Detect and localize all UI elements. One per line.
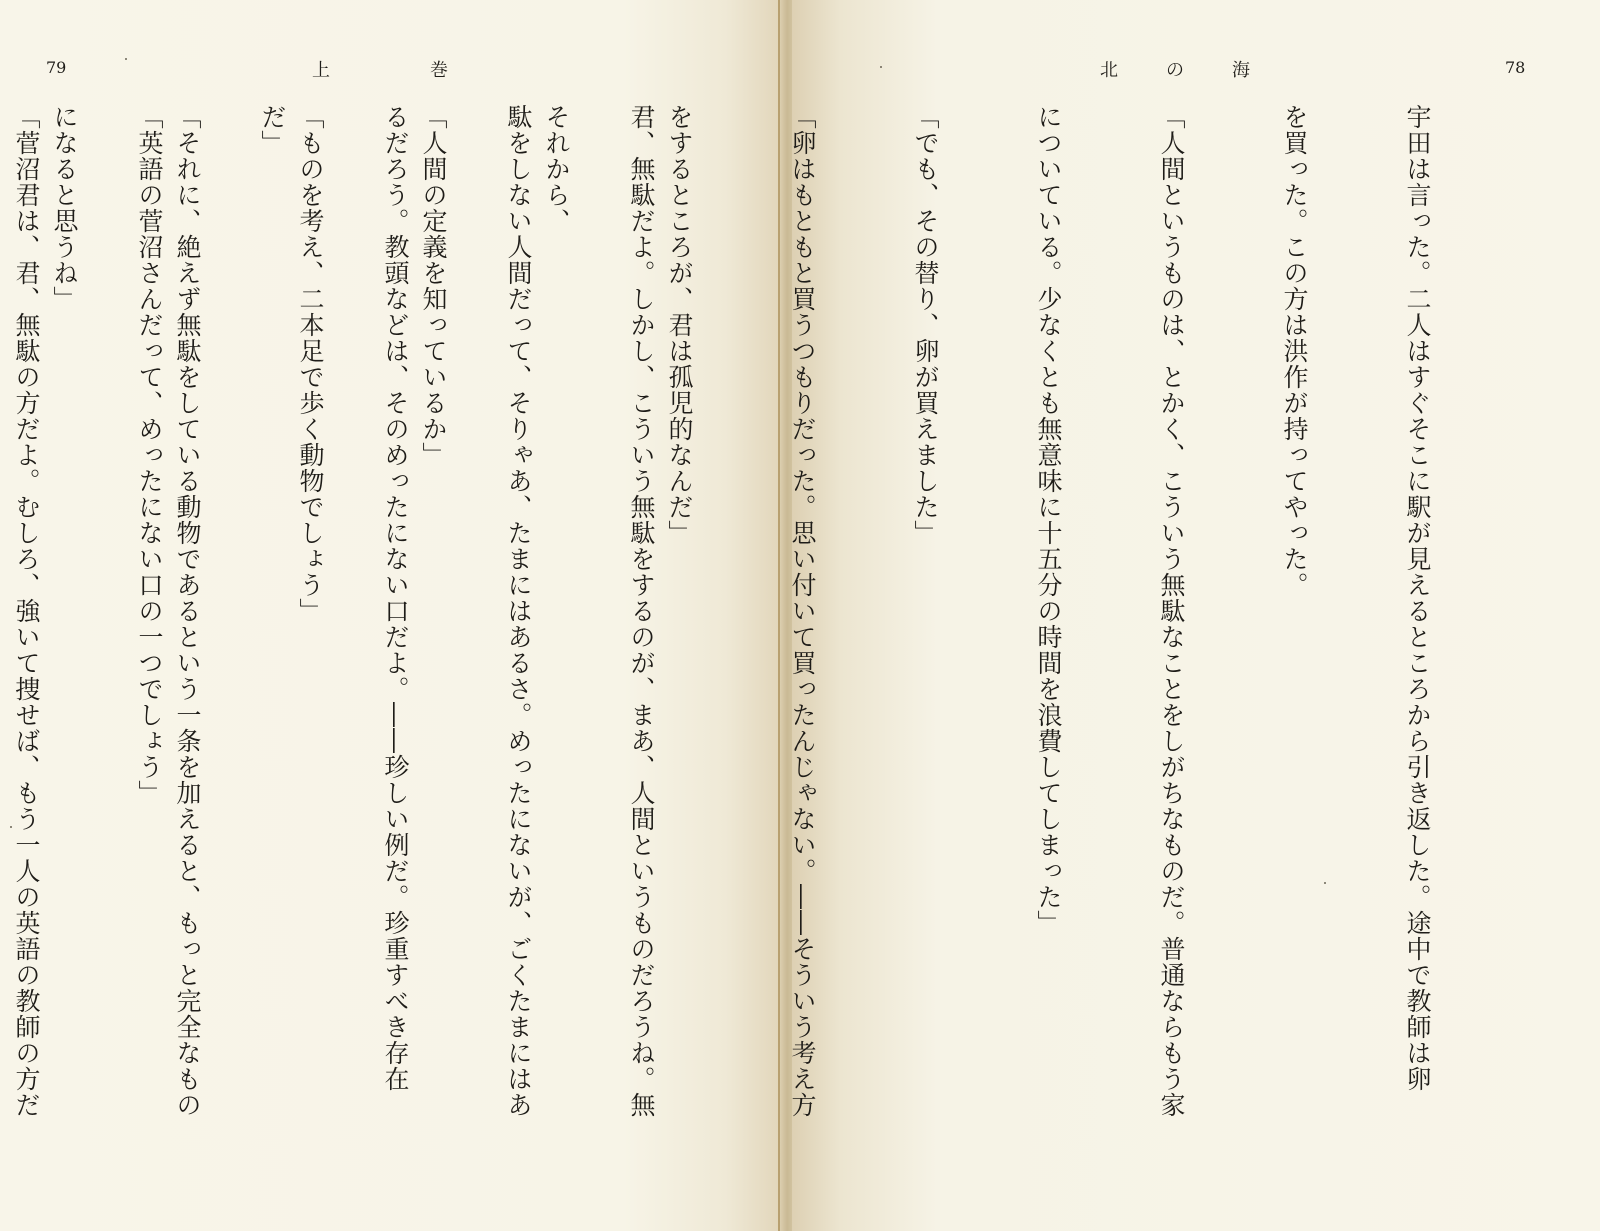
text-line: 君、無駄だよ。しかし、こういう無駄をするのが、まあ、人間というものだろうね。無 — [627, 104, 656, 1118]
text-line: 「でも、その替り、卵が買えました」 — [911, 104, 940, 546]
text-line: 「人間というものは、とかく、こういう無駄なことをしがちなものだ。普通ならもう家 — [1157, 104, 1186, 1118]
text-line: 「人間の定義を知っているか」 — [419, 104, 448, 468]
text-line: についている。少なくとも無意味に十五分の時間を浪費してしまった」 — [1034, 104, 1063, 936]
left-running-head: 上巻 — [312, 60, 548, 81]
text-line: それから、 — [542, 104, 571, 234]
text-line: 「卵はもともと買うつもりだった。思い付いて買ったんじゃない。――そういう考え方 — [788, 104, 817, 1118]
text-line: るだろう。教頭などは、そのめったにない口だよ。――珍しい例だ。珍重すべき存在 — [381, 104, 410, 1092]
text-line: 「ものを考え、二本足で歩く動物でしょう」 — [296, 104, 325, 624]
paper-speck — [1324, 882, 1326, 884]
text-line: だ」 — [258, 104, 287, 156]
right-running-head: 北の海 — [1100, 60, 1298, 81]
text-line: 「英語の菅沼さんだって、めったにない口の一つでしょう」 — [135, 104, 164, 806]
paper-speck — [880, 66, 882, 68]
text-line: を買った。この方は洪作が持ってやった。 — [1280, 104, 1309, 598]
paper-speck — [10, 826, 12, 828]
text-line: をするところが、君は孤児的なんだ」 — [665, 104, 694, 546]
left-page-text — [12, 104, 744, 1184]
text-line: 駄をしない人間だって、そりゃあ、たまにはあるさ。めったにないが、ごくたまにはあ — [504, 104, 533, 1118]
text-line: になると思うね」 — [50, 104, 79, 312]
text-line: 「菅沼君は、君、無駄の方だよ。むしろ、強いて捜せば、もう一人の英語の教師の方だ — [12, 104, 41, 1118]
left-page-number: 79 — [46, 58, 67, 77]
text-line: 「それに、絶えず無駄をしている動物であるという一条を加えると、もっと完全なもの — [173, 104, 202, 1118]
right-page-number: 78 — [1505, 58, 1526, 77]
text-line: 宇田は言った。二人はすぐそこに駅が見えるところから引き返した。途中で教師は卵 — [1403, 104, 1432, 1092]
paper-speck — [125, 58, 127, 60]
